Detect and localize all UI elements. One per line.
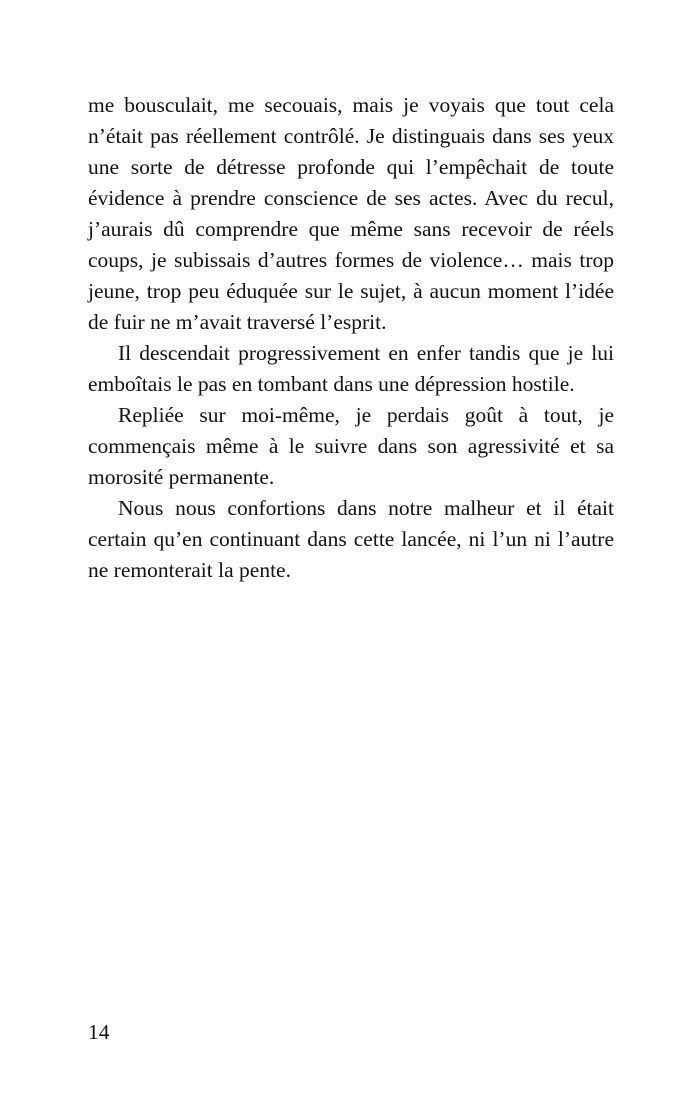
page-number: 14 xyxy=(88,1020,110,1044)
paragraph: Nous nous confortions dans notre malheur et il était certain qu’en continuant dans cette lancée, ni l’un ni l’autre ne remonterait la pente. xyxy=(88,496,614,582)
body-text xyxy=(88,90,614,586)
paragraph-continued: me bousculait, me secouais, mais je voyais que tout cela n’était pas réellement contrôlé. Je distinguais dans ses yeux une sorte de détresse profonde qui l’empêchait de toute évidence à prendre conscience de ses actes. Avec du recul, j’aurais dû comprendre que même sans recevoir de réels coups, je subissais d’autres formes de violence… mais trop jeune, trop peu éduquée sur le sujet, à aucun moment l’idée de fuir ne m’avait traversé l’esprit. xyxy=(88,93,614,334)
paragraph: Repliée sur moi-même, je perdais goût à tout, je commençais même à le suivre dans son agressivité et sa morosité permanente. xyxy=(88,403,614,489)
paragraph: Il descendait progressivement en enfer tandis que je lui emboîtais le pas en tombant dans une dépression hostile. xyxy=(88,341,614,396)
